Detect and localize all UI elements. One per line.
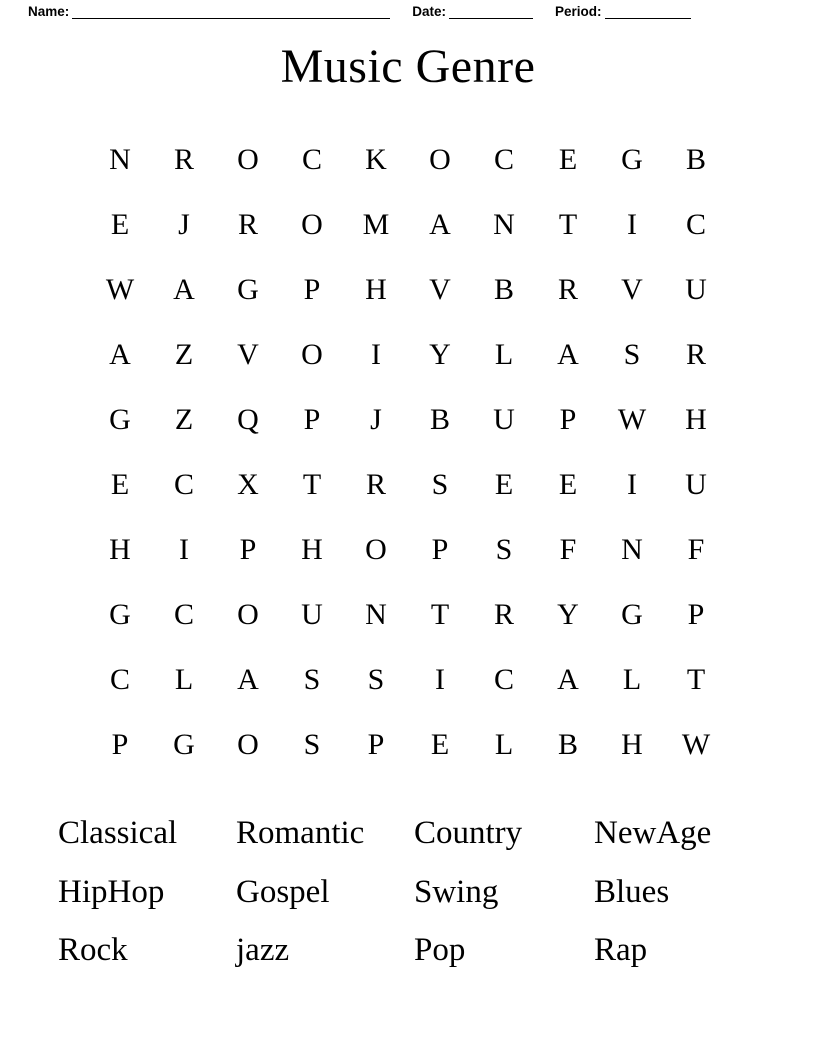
grid-cell[interactable]: P [431,533,449,567]
grid-cell[interactable]: U [685,273,707,307]
grid-cell[interactable]: U [685,468,707,502]
grid-cell[interactable]: G [109,598,131,632]
word-item[interactable]: Pop [414,932,466,969]
grid-cell[interactable]: S [303,663,321,697]
grid-row [88,388,728,453]
grid-cell[interactable]: F [687,533,705,567]
period-field[interactable] [555,4,691,19]
grid-cell[interactable]: H [301,533,323,567]
grid-cell[interactable]: G [621,598,643,632]
grid-cell[interactable]: W [617,403,647,437]
grid-cell[interactable]: W [681,728,711,762]
name-label: Name: [28,4,70,19]
grid-cell[interactable]: P [111,728,129,762]
grid-cell[interactable]: Y [557,598,579,632]
grid-cell[interactable]: A [557,338,579,372]
grid-cell[interactable]: B [429,403,450,437]
grid-cell[interactable]: G [109,403,131,437]
grid-cell[interactable]: V [621,273,643,307]
grid-cell[interactable]: O [429,143,451,177]
grid-cell[interactable]: L [494,728,514,762]
grid-cell[interactable]: U [493,403,515,437]
grid-cell[interactable]: I [435,663,445,697]
grid-cell[interactable]: I [179,533,189,567]
grid-cell[interactable]: K [365,143,387,177]
grid-cell[interactable]: T [558,208,578,242]
grid-cell[interactable]: E [430,728,450,762]
page-title: Music Genre [280,40,536,93]
grid-cell[interactable]: C [109,663,130,697]
grid-cell[interactable]: P [303,403,321,437]
grid-cell[interactable]: A [173,273,195,307]
grid-row [88,128,728,193]
word-list-row [58,863,758,922]
word-list-row [58,921,758,980]
grid-cell[interactable]: V [237,338,259,372]
word-item[interactable]: Classical [58,814,178,851]
grid-cell[interactable]: C [173,468,194,502]
grid-cell[interactable]: N [365,598,387,632]
grid-cell[interactable]: C [685,208,706,242]
grid-cell[interactable]: H [621,728,643,762]
grid-cell[interactable]: Q [237,403,259,437]
name-write-line[interactable] [72,5,390,19]
grid-cell[interactable]: I [627,208,637,242]
grid-cell[interactable]: A [237,663,259,697]
grid-cell[interactable]: E [494,468,514,502]
grid-row [88,193,728,258]
grid-cell[interactable]: E [110,468,130,502]
grid-cell[interactable]: P [303,273,321,307]
word-item[interactable]: Romantic [236,814,365,851]
grid-row [88,323,728,388]
grid-cell[interactable]: N [109,143,131,177]
grid-cell[interactable]: S [431,468,449,502]
grid-cell[interactable]: H [109,533,131,567]
word-item[interactable]: jazz [236,932,290,969]
grid-cell[interactable]: P [687,598,705,632]
grid-cell[interactable]: E [558,143,578,177]
word-search-grid [88,128,728,778]
grid-cell[interactable]: B [493,273,514,307]
grid-cell[interactable]: R [173,143,194,177]
grid-cell[interactable]: E [558,468,578,502]
grid-cell[interactable]: B [685,143,706,177]
word-item[interactable]: Gospel [236,873,330,910]
grid-cell[interactable]: O [301,208,323,242]
grid-cell[interactable]: R [365,468,386,502]
grid-cell[interactable]: N [621,533,643,567]
grid-cell[interactable]: Y [429,338,451,372]
grid-cell[interactable]: Z [174,338,194,372]
grid-cell[interactable]: C [301,143,322,177]
grid-cell[interactable]: R [557,273,578,307]
word-item[interactable]: NewAge [594,814,712,851]
grid-row [88,648,728,713]
grid-cell[interactable]: M [362,208,390,242]
grid-cell[interactable]: J [370,403,382,437]
grid-cell[interactable]: O [365,533,387,567]
grid-row [88,258,728,323]
grid-cell[interactable]: T [686,663,706,697]
word-list [58,804,758,980]
grid-cell[interactable]: W [105,273,135,307]
grid-row [88,583,728,648]
grid-cell[interactable]: E [110,208,130,242]
period-write-line[interactable] [605,5,691,19]
grid-cell[interactable]: G [621,143,643,177]
grid-cell[interactable]: A [557,663,579,697]
date-label: Date: [412,4,447,19]
word-item[interactable]: HipHop [58,873,165,910]
word-item[interactable]: Blues [594,873,670,910]
grid-cell[interactable]: F [559,533,577,567]
date-write-line[interactable] [449,5,533,19]
grid-cell[interactable]: I [627,468,637,502]
grid-cell[interactable]: C [173,598,194,632]
grid-cell[interactable]: L [622,663,642,697]
grid-cell[interactable]: S [367,663,385,697]
grid-cell[interactable]: U [301,598,323,632]
grid-cell[interactable]: J [178,208,190,242]
grid-cell[interactable]: G [237,273,259,307]
grid-cell[interactable]: P [239,533,257,567]
grid-row [88,713,728,778]
grid-cell[interactable]: L [174,663,194,697]
grid-cell[interactable]: H [685,403,707,437]
grid-cell[interactable]: T [430,598,450,632]
grid-cell[interactable]: Z [174,403,194,437]
grid-cell[interactable]: S [495,533,513,567]
worksheet-header [0,0,816,19]
grid-cell[interactable]: O [237,143,259,177]
grid-cell[interactable]: S [303,728,321,762]
grid-cell[interactable]: G [173,728,195,762]
grid-cell[interactable]: A [429,208,451,242]
word-item[interactable]: Country [414,814,523,851]
grid-cell[interactable]: R [685,338,706,372]
grid-row [88,518,728,583]
grid-cell[interactable]: S [623,338,641,372]
grid-cell[interactable]: I [371,338,381,372]
word-item[interactable]: Rap [594,932,648,969]
grid-cell[interactable]: T [302,468,322,502]
grid-cell[interactable]: V [429,273,451,307]
period-label: Period: [555,4,602,19]
word-list-row [58,804,758,863]
grid-cell[interactable]: R [237,208,258,242]
grid-cell[interactable]: C [493,663,514,697]
grid-cell[interactable]: N [493,208,515,242]
grid-cell[interactable]: R [493,598,514,632]
grid-cell[interactable]: O [237,598,259,632]
grid-cell[interactable]: B [557,728,578,762]
grid-row [88,453,728,518]
grid-cell[interactable]: O [301,338,323,372]
name-field[interactable] [28,4,390,19]
grid-cell[interactable]: C [493,143,514,177]
grid-cell[interactable]: L [494,338,514,372]
grid-cell[interactable]: P [367,728,385,762]
grid-cell[interactable]: X [237,468,259,502]
grid-cell[interactable]: P [559,403,577,437]
grid-cell[interactable]: A [109,338,131,372]
grid-cell[interactable]: O [237,728,259,762]
date-field[interactable] [412,4,533,19]
grid-cell[interactable]: H [365,273,387,307]
word-item[interactable]: Swing [414,873,499,910]
word-item[interactable]: Rock [58,932,128,969]
